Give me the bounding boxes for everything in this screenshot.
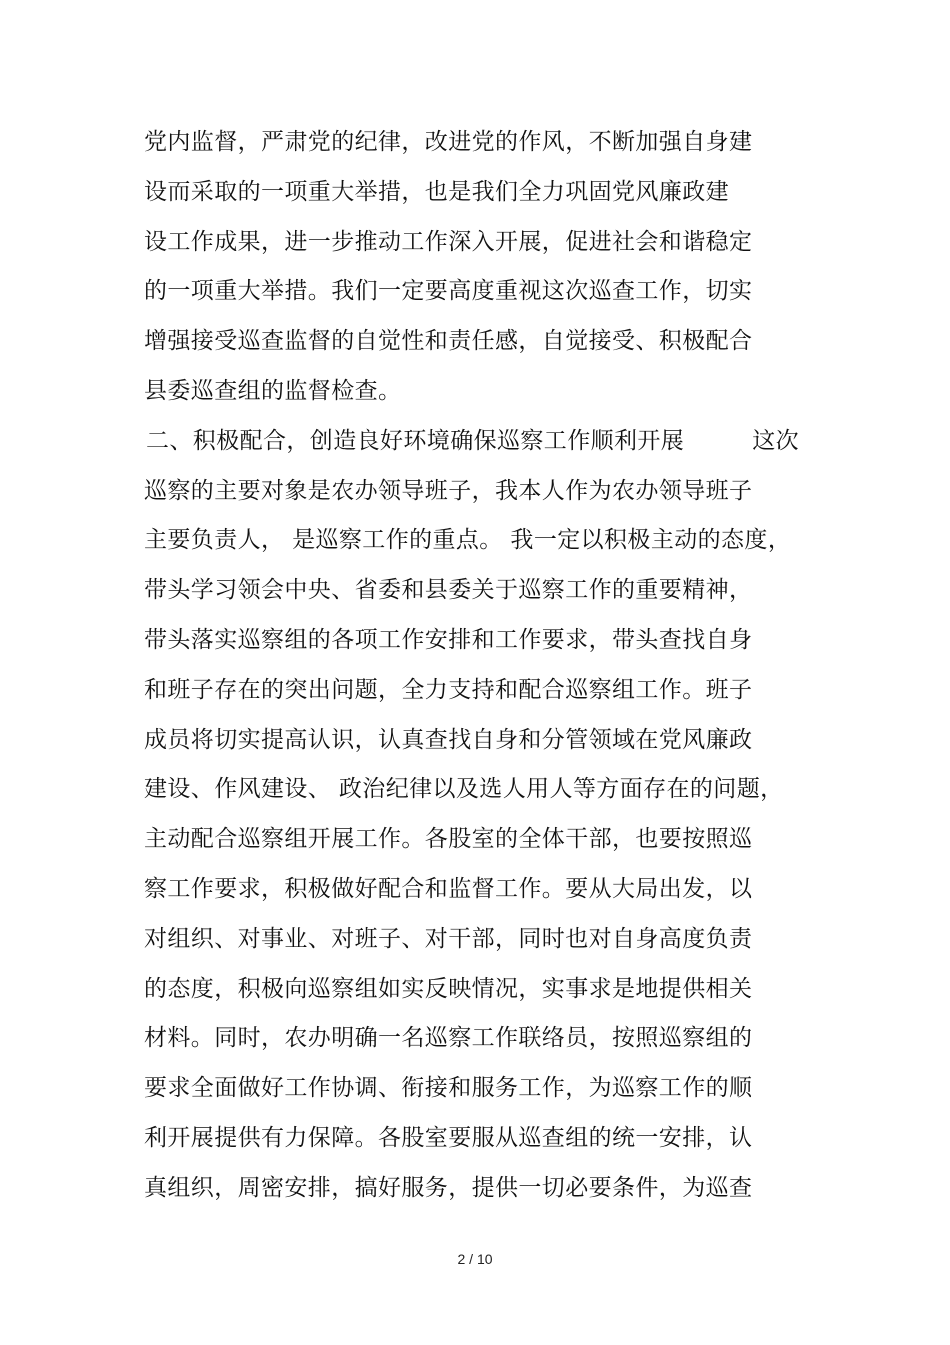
paragraph-line: 主要负责人， 是巡察工作的重点。 我一定以积极主动的态度， bbox=[144, 527, 792, 553]
paragraph-line: 要求全面做好工作协调、衔接和服务工作，为巡察工作的顺 bbox=[144, 1075, 753, 1101]
paragraph-line: 带头学习领会中央、省委和县委关于巡察工作的重要精神， bbox=[144, 577, 753, 603]
paragraph-line: 的一项重大举措。我们一定要高度重视这次巡查工作，切实 bbox=[144, 278, 753, 304]
section-heading-line bbox=[146, 426, 799, 456]
paragraph-line: 设工作成果，进一步推动工作深入开展，促进社会和谐稳定 bbox=[144, 229, 753, 255]
paragraph-line: 建设、作风建设、 政治纪律以及选人用人等方面存在的问题， bbox=[144, 776, 784, 802]
page-number: 2 / 10 bbox=[457, 1251, 493, 1267]
paragraph-line: 察工作要求，积极做好配合和监督工作。要从大局出发，以 bbox=[144, 876, 753, 902]
paragraph-line: 的态度，积极向巡察组如实反映情况，实事求是地提供相关 bbox=[144, 976, 753, 1002]
paragraph-line: 带头落实巡察组的各项工作安排和工作要求，带头查找自身 bbox=[144, 627, 753, 653]
paragraph-line: 主动配合巡察组开展工作。各股室的全体干部，也要按照巡 bbox=[144, 826, 753, 852]
paragraph-line: 对组织、对事业、对班子、对干部，同时也对自身高度负责 bbox=[144, 926, 753, 952]
paragraph-line: 设而采取的一项重大举措，也是我们全力巩固党风廉政建 bbox=[144, 179, 729, 205]
paragraph-line: 利开展提供有力保障。各股室要服从巡查组的统一安排，认 bbox=[144, 1125, 753, 1151]
paragraph-line: 巡察的主要对象是农办领导班子，我本人作为农办领导班子 bbox=[144, 478, 753, 504]
paragraph-line: 真组织，周密安排，搞好服务，提供一切必要条件，为巡查 bbox=[144, 1175, 753, 1201]
heading-continuation-text: 这次 bbox=[752, 428, 800, 454]
paragraph-line: 党内监督，严肃党的纪律，改进党的作风，不断加强自身建 bbox=[144, 129, 753, 155]
paragraph-line: 县委巡查组的监督检查。 bbox=[144, 378, 402, 404]
paragraph-line: 成员将切实提高认识，认真查找自身和分管领域在党风廉政 bbox=[144, 727, 753, 753]
paragraph-line: 材料。同时，农办明确一名巡察工作联络员，按照巡察组的 bbox=[144, 1025, 753, 1051]
paragraph-line: 增强接受巡查监督的自觉性和责任感，自觉接受、积极配合 bbox=[144, 328, 753, 354]
section-heading: 二、积极配合，创造良好环境确保巡察工作顺利开展 bbox=[146, 428, 685, 454]
paragraph-line: 和班子存在的突出问题，全力支持和配合巡察组工作。班子 bbox=[144, 677, 753, 703]
